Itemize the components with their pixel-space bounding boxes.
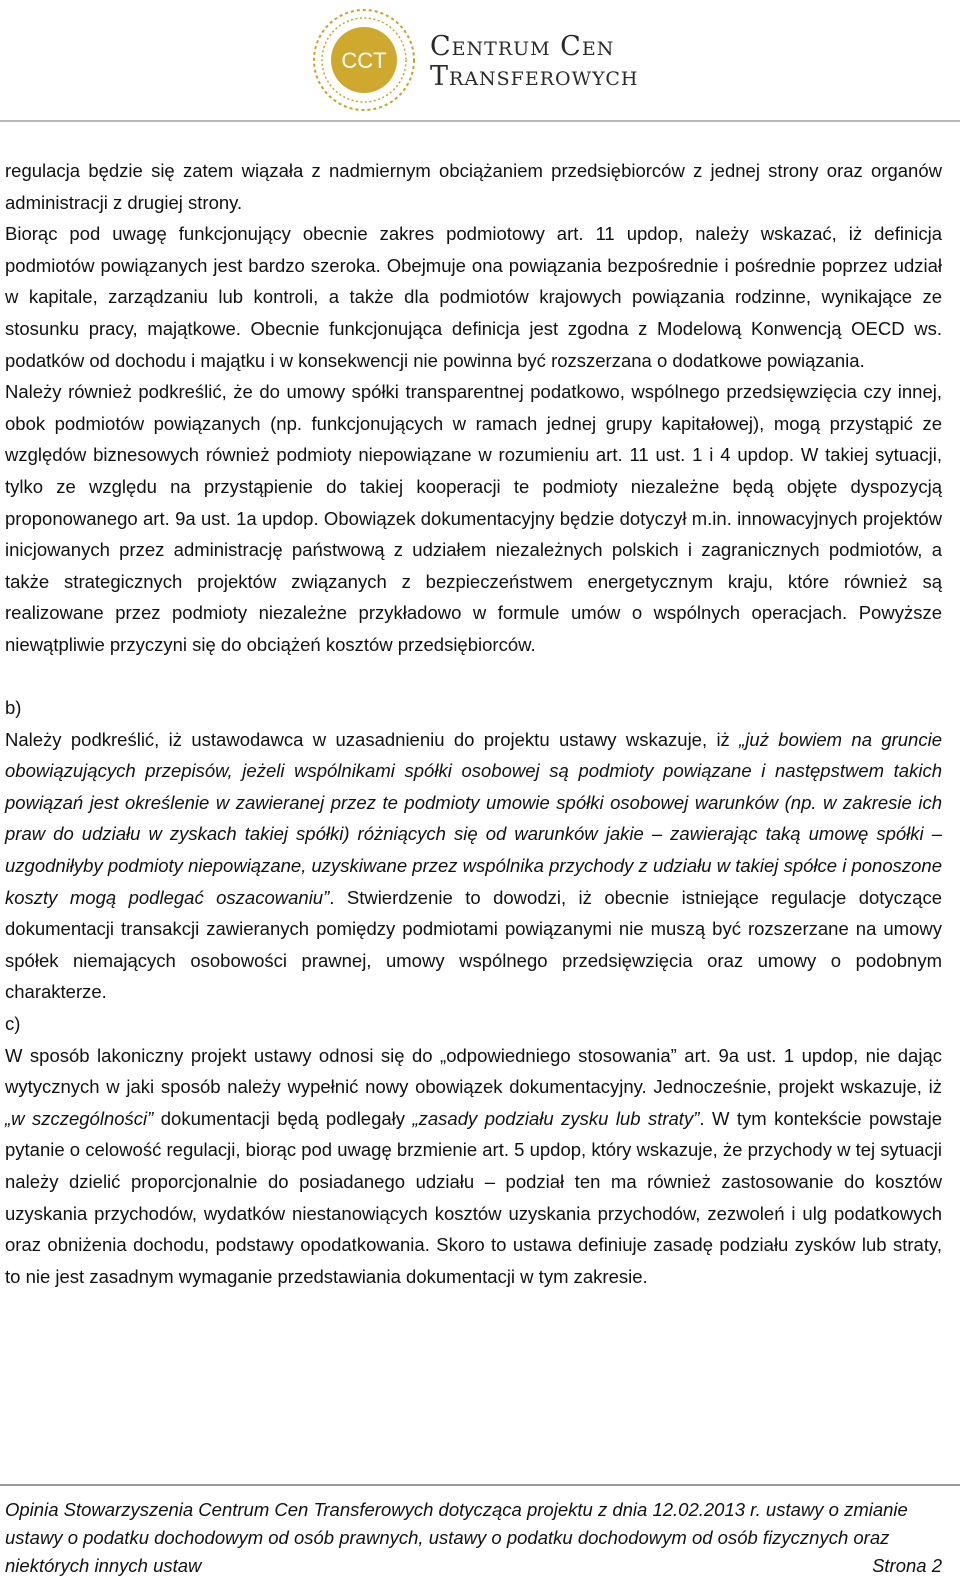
- paragraph-2: Biorąc pod uwagę funkcjonujący obecnie zakres podmiotowy art. 11 updop, należy wskazać, iż definicja podmiotów powiązanych jest bardzo szeroka. Obejmuje ona powiązania bezpośrednie i pośrednie poprzez udział w kapitale, zarządzaniu lub kontroli, a także dla podmiotów krajowych powiązania rodzinne, wynikające ze stosunku pracy, majątkowe. Obecnie funkcjonująca definicja jest zgodna z Modelową Konwencją OECD ws. podatków od dochodu i majątku i w konsekwencji nie powinna być rozszerzana o dodatkowe powiązania.: [5, 223, 942, 371]
- section-c-label: c): [5, 1013, 21, 1035]
- header-divider: [0, 120, 960, 122]
- paragraph-3: Należy również podkreślić, że do umowy spółki transparentnej podatkowo, wspólnego przedsięwzięcia czy innej, obok podmiotów powiązanych (np. funkcjonujących w ramach jednej grupy kapitałowej), mogą przystąpić ze względów biznesowych również podmioty niepowiązane w rozumieniu art. 11 ust. 1 i 4 updop. W takiej sytuacji, tylko ze względu na przystąpienie do takiej kooperacji te podmioty niezależne będą objęte dyspozycją proponowanego art. 9a ust. 1a updop. Obowiązek dokumentacyjny będzie dotyczył m.in. innowacyjnych projektów inicjowanych przez administrację państwową z udziałem niezależnych polskich i zagranicznych podmiotów, a także strategicznych projektów związanych z bezpieczeństwem energetycznym kraju, które również są realizowane przez podmioty niezależne przykładowo w formule umów o wspólnych operacjach. Powyższe niewątpliwie przyczyni się do obciążeń kosztów przedsiębiorców.: [5, 381, 942, 655]
- brand-name: [430, 32, 638, 92]
- section-c-part-3: . W tym kontekście powstaje pytanie o celowość regulacji, biorąc pod uwagę brzmienie art. 5 updop, który wskazuje, że przychody w tej sytuacji należy dzielić proporcjonalnie do posiadanego udziału – podział ten ma również zastosowanie do kosztów uzyskania przychodów, wydatków niestanowiących kosztów uzyskania przychodów, zezwoleń i ulg podatkowych oraz obniżenia dochodu, podstawy opodatkowania. Skoro to ustawa definiuje zasadę podziału zysków lub straty, to nie jest zasadnym wymaganie przedstawiania dokumentacji w tym zakresie.: [5, 1107, 942, 1287]
- section-c-paragraph: [5, 1040, 942, 1293]
- section-c-emphasis-2: „zasady podziału zysku lub straty”: [412, 1107, 700, 1129]
- footer-divider: [0, 1484, 960, 1486]
- document-body: [5, 155, 942, 1292]
- section-b-paragraph: [5, 724, 942, 1008]
- section-c-emphasis-1: „w szczególności”: [5, 1107, 154, 1129]
- paragraph-1: regulacja będzie się zatem wiązała z nadmiernym obciążaniem przedsiębiorców z jednej strony oraz organów administracji z drugiej strony.: [5, 160, 942, 213]
- section-b-label: b): [5, 697, 22, 719]
- section-b-intro: Należy podkreślić, iż ustawodawca w uzasadnieniu do projektu ustawy wskazuje, iż: [5, 728, 740, 750]
- footer-text: Opinia Stowarzyszenia Centrum Cen Transferowych dotycząca projektu z dnia 12.02.2013 r. ustawy o zmianie ustawy o podatku dochodowym od osób prawnych, ustawy o podatku dochodowym od osób fizycznych oraz niektórych innych ustaw: [5, 1499, 908, 1576]
- section-b-rest: . Stwierdzenie to dowodzi, iż obecnie istniejące regulacje dotyczące dokumentacji transakcji zawieranych pomiędzy podmiotami powiązanymi nie muszą być rozszerzane na umowy spółek niemających osobowości prawnej, umowy wspólnego przedsięwzięcia oraz umowy o podobnym charakterze.: [5, 886, 942, 1003]
- page-header: [0, 0, 960, 130]
- brand-line-2: Transferowych: [430, 61, 639, 92]
- page-number: Strona 2: [872, 1555, 942, 1576]
- spacer: [5, 661, 942, 693]
- cct-logo-icon: [310, 6, 418, 114]
- section-b-quote: „już bowiem na gruncie obowiązujących przepisów, jeżeli wspólnikami spółki osobowej są podmioty powiązane i następstwem takich powiązań jest określenie w zawieranej przez te podmioty umowie spółki osobowej warunków (np. w zakresie ich praw do udziału w zyskach takiej spółki) różniących się od warunków jakie – zawierając taką umowę spółki – uzgodniłyby podmioty niepowiązane, uzyskiwane przez wspólnika przychody z udziału w takiej spółce i ponoszone koszty mogą podlegać oszacowaniu”: [5, 728, 942, 908]
- brand-line-1: Centrum Cen: [430, 31, 615, 62]
- section-c-part-2: dokumentacji będą podlegały: [153, 1107, 413, 1129]
- section-c-part-1: W sposób lakoniczny projekt ustawy odnosi się do „odpowiedniego stosowania” art. 9a ust. 1 updop, nie dając wytycznych w jaki sposób należy wypełnić nowy obowiązek dokumentacyjny. Jednocześnie, projekt wskazuje, iż: [5, 1044, 942, 1098]
- page-footer: [5, 1496, 942, 1580]
- logo-text: CCT: [341, 48, 387, 73]
